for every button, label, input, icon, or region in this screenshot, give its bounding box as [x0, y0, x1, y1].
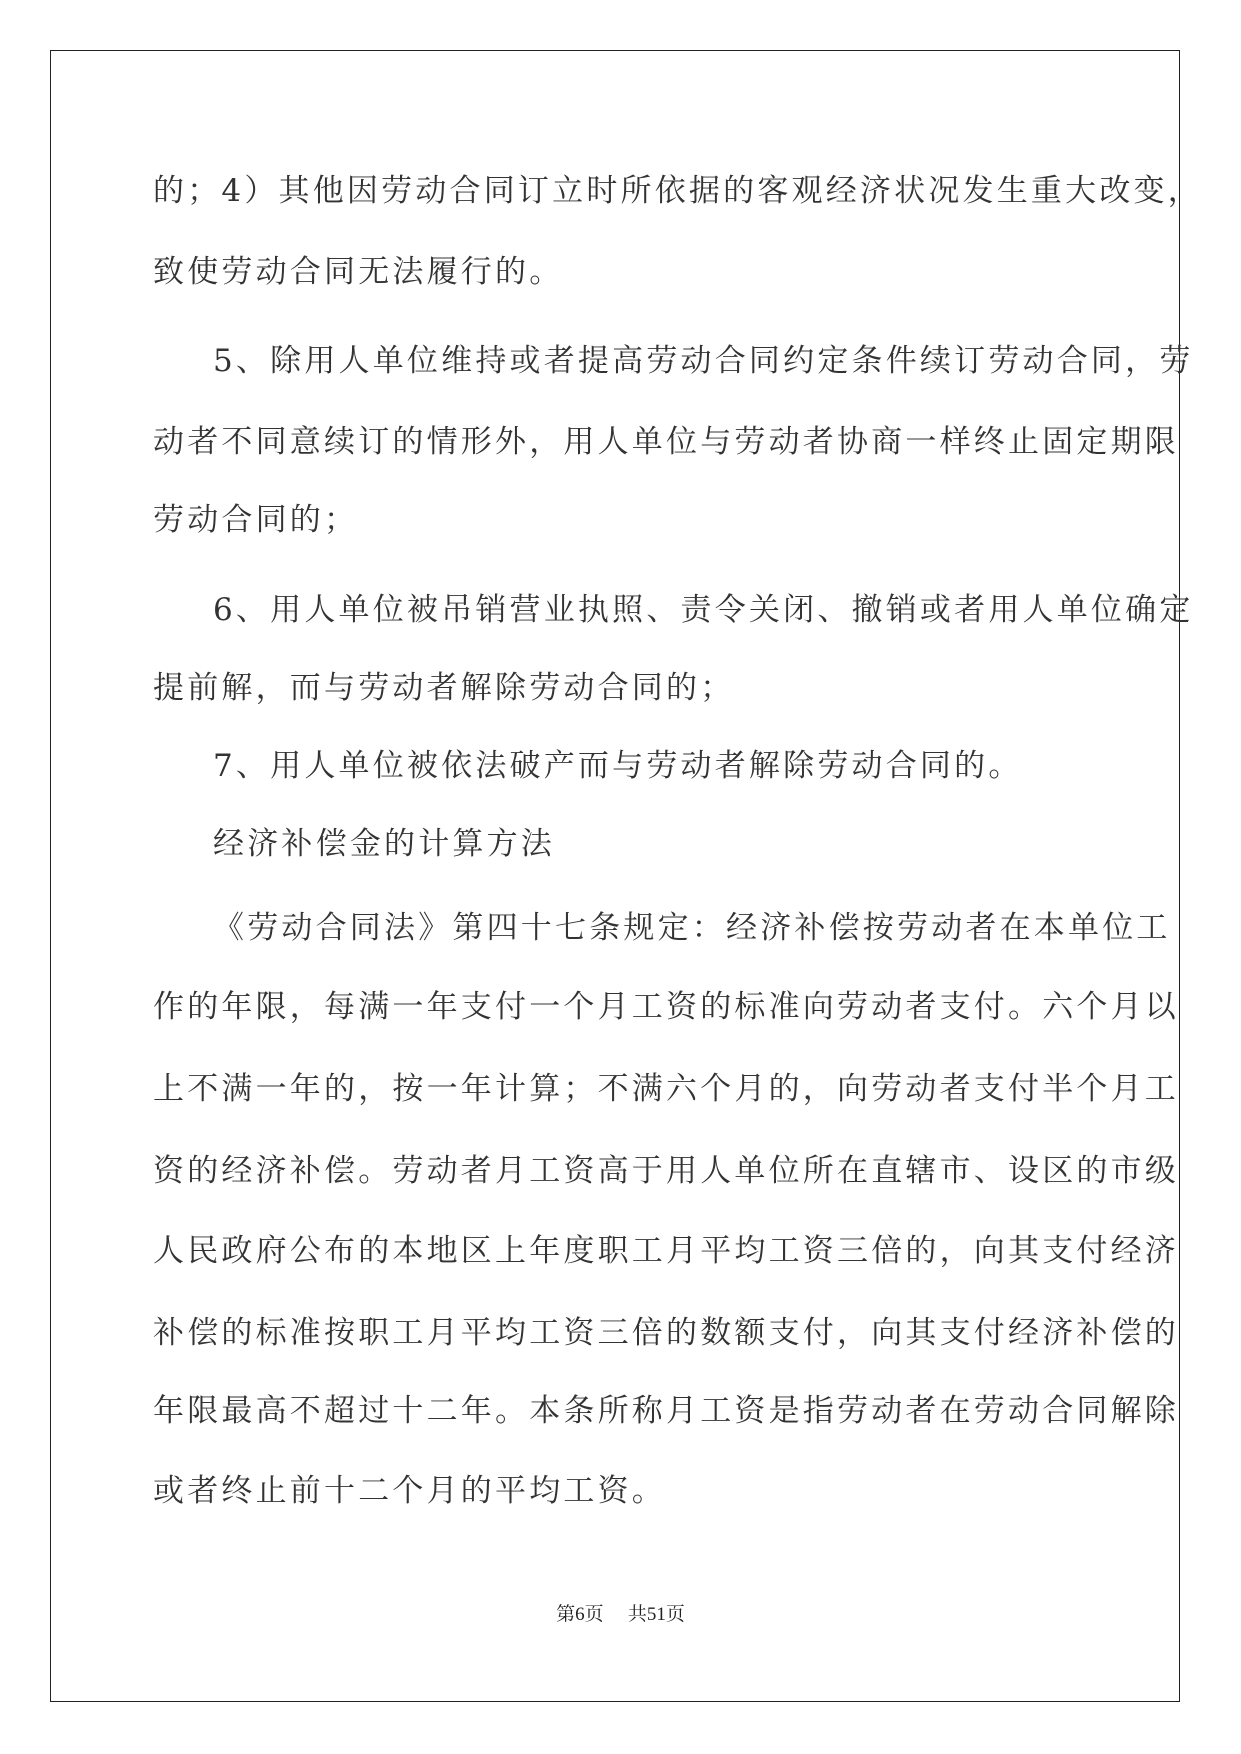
text-line: 提前解，而与劳动者解除劳动合同的； — [153, 670, 735, 706]
paragraph-start: 《劳动合同法》第四十七条规定：经济补偿按劳动者在本单位工 — [213, 910, 1171, 946]
page-label-prefix: 第 — [556, 1604, 576, 1625]
total-label-suffix: 页 — [665, 1604, 685, 1625]
paragraph-item-6: 6、用人单位被吊销营业执照、责令关闭、撤销或者用人单位确定 — [213, 592, 1194, 628]
text-line: 致使劳动合同无法履行的。 — [153, 254, 564, 290]
section-heading: 经济补偿金的计算方法 — [213, 826, 555, 862]
page-footer — [0, 1602, 1241, 1627]
paragraph-item-5: 5、除用人单位维持或者提高劳动合同约定条件续订劳动合同，劳 — [213, 343, 1194, 379]
text-line: 劳动合同的； — [153, 502, 359, 538]
text-line: 动者不同意续订的情形外，用人单位与劳动者协商一样终止固定期限 — [153, 424, 1179, 460]
text-line: 资的经济补偿。劳动者月工资高于用人单位所在直辖市、设区的市级 — [153, 1153, 1179, 1189]
text-line: 人民政府公布的本地区上年度职工月平均工资三倍的，向其支付经济 — [153, 1233, 1179, 1269]
total-pages: 51 — [646, 1604, 666, 1625]
text-line: 年限最高不超过十二年。本条所称月工资是指劳动者在劳动合同解除 — [153, 1393, 1179, 1429]
text-line: 作的年限，每满一年支付一个月工资的标准向劳动者支付。六个月以 — [153, 989, 1179, 1025]
text-line: 补偿的标准按职工月平均工资三倍的数额支付，向其支付经济补偿的 — [153, 1315, 1179, 1351]
text-line: 的；4）其他因劳动合同订立时所依据的客观经济状况发生重大改变， — [153, 173, 1202, 209]
text-line: 上不满一年的，按一年计算；不满六个月的，向劳动者支付半个月工 — [153, 1071, 1179, 1107]
total-label-prefix: 共 — [627, 1604, 647, 1625]
page-border — [50, 50, 1180, 1702]
page-number: 6 — [575, 1604, 585, 1625]
page-label-suffix: 页 — [584, 1604, 604, 1625]
text-line: 或者终止前十二个月的平均工资。 — [153, 1473, 666, 1509]
paragraph-item-7: 7、用人单位被依法破产而与劳动者解除劳动合同的。 — [213, 748, 1023, 784]
